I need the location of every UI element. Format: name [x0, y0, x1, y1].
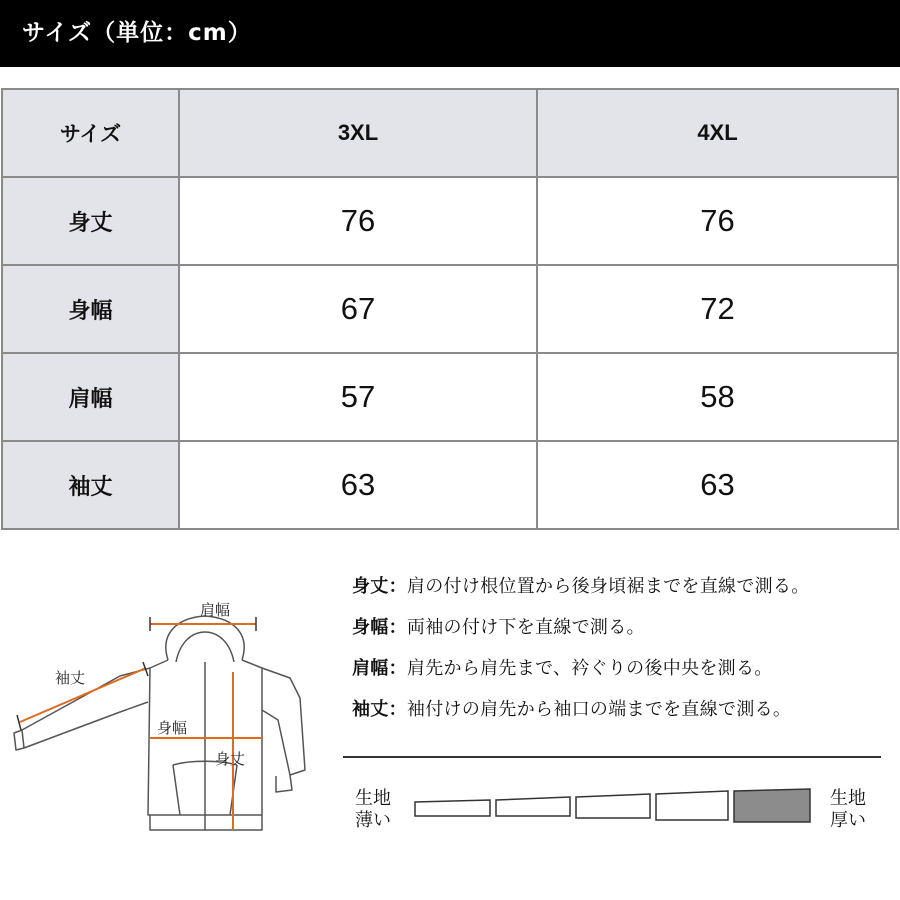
table-cell: 57: [179, 353, 537, 441]
thickness-level-4: [656, 791, 728, 820]
table-row: [2, 441, 898, 529]
table-cell: 58: [537, 353, 898, 441]
shoulder-label: 肩幅: [199, 601, 231, 619]
table-cell: 63: [537, 441, 898, 529]
note-length: 身丈：肩の付け根位置から後身頃裾までを直線で測る。: [352, 576, 810, 597]
width-label: 身幅: [156, 719, 188, 737]
size-header-4xl: 4XL: [537, 89, 898, 177]
note-sleeve: 袖丈：袖付けの肩先から袖口の端までを直線で測る。: [352, 699, 792, 720]
thickness-scale: [410, 788, 820, 828]
size-table-header-row: [2, 89, 898, 177]
row-label-sleeve: 袖丈: [2, 441, 179, 529]
table-row: [2, 177, 898, 265]
thickness-level-2: [496, 797, 570, 816]
page-header: [0, 0, 900, 67]
table-cell: 67: [179, 265, 537, 353]
note-shoulder: 肩幅：肩先から肩先まで、衿ぐりの後中央を測る。: [352, 658, 773, 679]
row-label-width: 身幅: [2, 265, 179, 353]
thickness-level-1: [415, 800, 490, 816]
note-width: 身幅：両袖の付け下を直線で測る。: [352, 617, 645, 638]
table-cell: 76: [179, 177, 537, 265]
sleeve-label: 袖丈: [54, 669, 86, 687]
length-label: 身丈: [214, 750, 246, 768]
measurement-lines: [20, 624, 262, 830]
table-row: [2, 265, 898, 353]
thickness-level-3: [576, 794, 650, 818]
hoodie-illustration: [0, 580, 330, 850]
table-cell: 63: [179, 441, 537, 529]
thin-label: 生地 薄い: [355, 788, 391, 831]
size-header-3xl: 3XL: [179, 89, 537, 177]
header-title: サイズ（単位：cm）: [22, 20, 252, 46]
row-label-shoulder: 肩幅: [2, 353, 179, 441]
table-cell: 76: [537, 177, 898, 265]
thickness-level-5: [734, 789, 810, 822]
table-row: [2, 353, 898, 441]
divider: [343, 756, 881, 758]
measurement-notes: [352, 572, 897, 736]
size-table-corner: サイズ: [2, 89, 179, 177]
size-table: [1, 88, 899, 530]
table-cell: 72: [537, 265, 898, 353]
row-label-length: 身丈: [2, 177, 179, 265]
thick-label: 生地 厚い: [830, 788, 866, 831]
